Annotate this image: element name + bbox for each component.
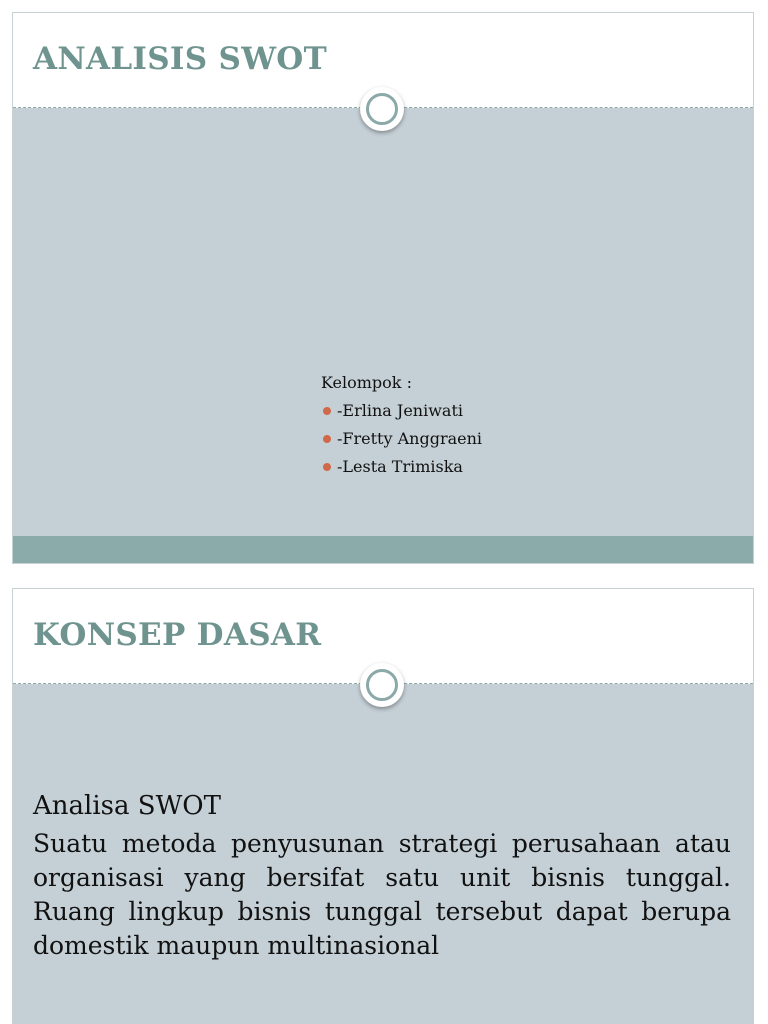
list-item xyxy=(321,397,482,425)
slide-body xyxy=(33,789,731,963)
bullet-icon xyxy=(323,407,331,415)
member-list xyxy=(321,397,482,481)
bullet-icon xyxy=(323,435,331,443)
slide-analisis-swot xyxy=(12,12,754,564)
slide-title: ANALISIS SWOT xyxy=(33,41,327,77)
circle-ornament-icon xyxy=(360,87,404,131)
group-members-block xyxy=(321,369,482,481)
slide-title: KONSEP DASAR xyxy=(33,617,322,653)
body-subheading: Analisa SWOT xyxy=(33,791,221,821)
member-name: -Erlina Jeniwati xyxy=(337,401,463,420)
slide-konsep-dasar xyxy=(12,588,754,1024)
group-heading: Kelompok : xyxy=(321,373,412,392)
member-name: -Fretty Anggraeni xyxy=(337,429,483,448)
circle-ornament-icon xyxy=(360,663,404,707)
list-item xyxy=(321,425,482,453)
member-name: -Lesta Trimiska xyxy=(337,457,463,476)
body-paragraph: Suatu metoda penyusunan strategi perusahaan atau organisasi yang bersifat satu unit bisnis tunggal. Ruang lingkup bisnis tunggal tersebut dapat berupa domestik maupun multinasional xyxy=(33,829,731,960)
footer-band xyxy=(13,536,753,563)
list-item xyxy=(321,453,482,481)
bullet-icon xyxy=(323,463,331,471)
